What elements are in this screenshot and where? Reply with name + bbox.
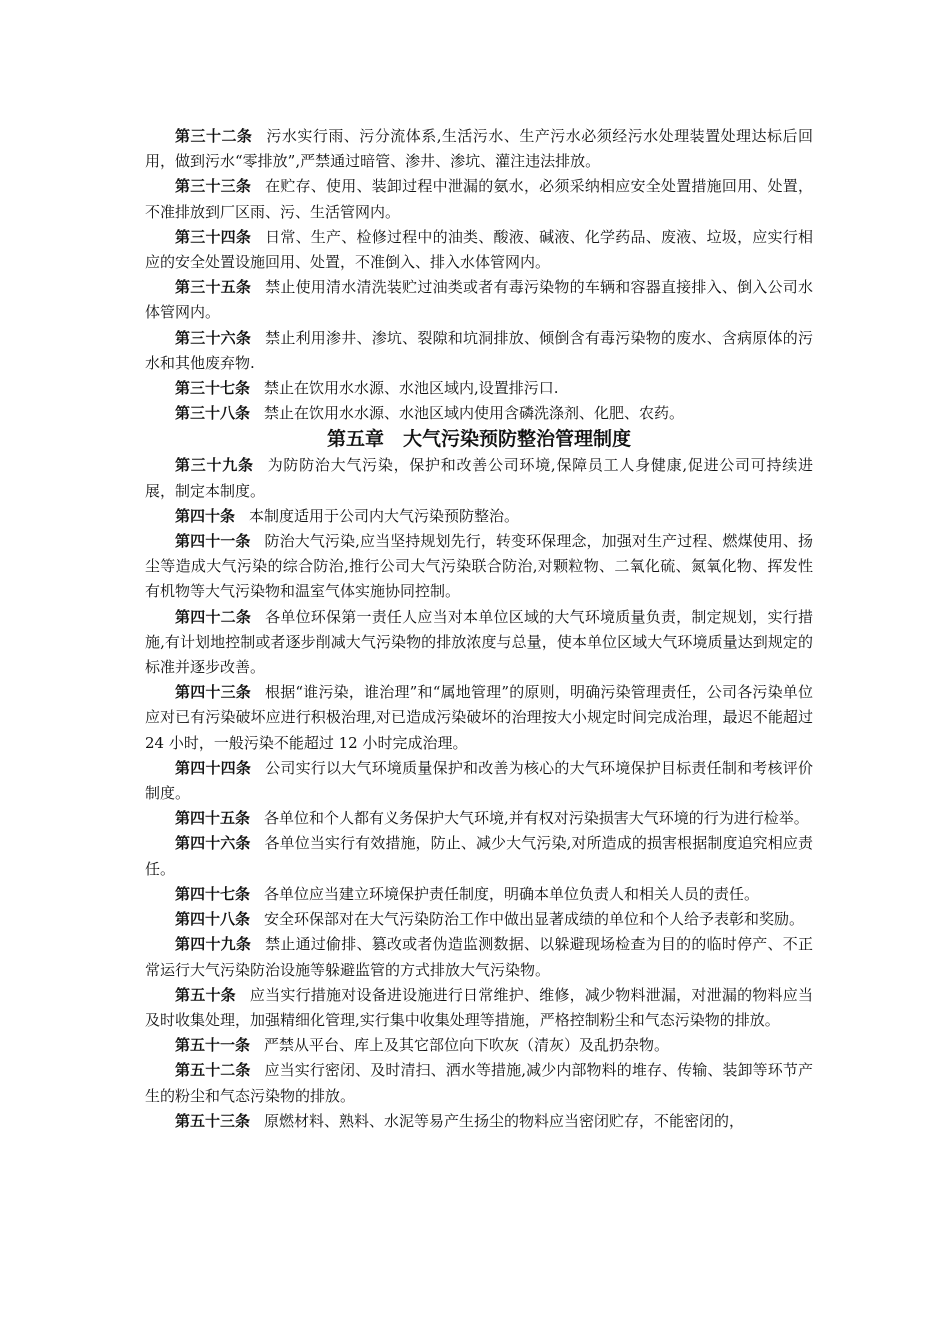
- article-text: 为防防治大气污染，保护和改善公司环境,保障员工人身健康,促进公司可持续进展，制定本制度。: [145, 456, 813, 500]
- article-number: 第四十一条: [175, 532, 251, 551]
- article-paragraph: [145, 882, 813, 907]
- article-text: 安全环保部对在大气污染防治工作中做出显著成绩的单位和个人给予表彰和奖励。: [264, 910, 805, 929]
- article-text: 各单位当实行有效措施，防止、减少大气污染,对所造成的损害根据制度追究相应责任。: [145, 834, 813, 878]
- article-text: 应当实行措施对设备进设施进行日常维护、维修，减少物料泄漏，对泄漏的物料应当及时收集处理，加强精细化管理,实行集中收集处理等措施，严格控制粉尘和气态污染物的排放。: [145, 985, 813, 1029]
- article-paragraph: [145, 453, 813, 503]
- article-number: 第三十二条: [175, 127, 253, 145]
- article-text: 公司实行以大气环境质量保护和改善为核心的大气环境保护目标责任制和考核评价制度。: [145, 758, 813, 803]
- article-paragraph: [145, 831, 813, 881]
- article-number: 第三十九条: [175, 456, 254, 475]
- article-paragraph: [145, 401, 813, 426]
- article-text: 应当实行密闭、及时清扫、洒水等措施,减少内部物料的堆存、传输、装卸等环节产生的粉尘和气态污染物的排放。: [145, 1061, 813, 1105]
- article-paragraph: [145, 275, 813, 325]
- article-number: 第四十六条: [175, 834, 251, 853]
- article-number: 第三十四条: [175, 227, 252, 246]
- article-number: 第三十八条: [175, 404, 251, 423]
- article-number: 第三十七条: [175, 379, 251, 398]
- article-paragraph: [145, 806, 813, 831]
- articles-section-water: [145, 124, 813, 426]
- article-paragraph: [145, 1058, 813, 1108]
- article-number: 第四十三条: [175, 683, 251, 702]
- article-number: 第三十五条: [175, 278, 252, 297]
- article-text: 原燃材料、熟料、水泥等易产生扬尘的物料应当密闭贮存，不能密闭的，: [264, 1111, 745, 1130]
- article-paragraph: [145, 932, 813, 982]
- chapter-title: 第五章 大气污染预防整治管理制度: [326, 428, 631, 451]
- article-paragraph: [145, 225, 813, 275]
- article-paragraph: [145, 1033, 813, 1058]
- article-paragraph: [145, 124, 813, 174]
- article-paragraph: [145, 504, 813, 529]
- article-text: 各单位应当建立环境保护责任制度，明确本单位负责人和相关人员的责任。: [264, 884, 760, 903]
- article-text: 禁止利用渗井、渗坑、裂隙和坑洞排放、倾倒含有毒污染物的废水、含病原体的污水和其他废弃物.: [145, 328, 813, 372]
- article-number: 第四十四条: [175, 758, 252, 777]
- article-number: 第三十三条: [175, 177, 252, 196]
- article-text: 各单位和个人都有义务保护大气环境,并有权对污染损害大气环境的行为进行检举。: [264, 809, 809, 828]
- article-paragraph: [145, 376, 813, 401]
- article-paragraph: [145, 174, 813, 224]
- article-text: 禁止使用清水清洗装贮过油类或者有毒污染物的车辆和容器直接排入、倒入公司水体管网内。: [145, 278, 813, 322]
- document-page: [145, 124, 813, 1134]
- article-text: 严禁从平台、库上及其它部位向下吹灰（清灰）及乱扔杂物。: [264, 1036, 670, 1055]
- article-paragraph: [145, 680, 813, 756]
- article-paragraph: [145, 756, 813, 806]
- article-paragraph: [145, 907, 813, 932]
- article-paragraph: [145, 605, 813, 681]
- article-text: 防治大气污染,应当坚持规划先行，转变环保理念，加强对生产过程、燃煤使用、扬尘等造成大气污染的综合防治,推行公司大气污染联合防治,对颗粒物、二氧化硫、氮氧化物、挥发性有机物等大气污染物和温室气体实施协同控制。: [145, 532, 813, 601]
- article-number: 第三十六条: [175, 328, 252, 347]
- article-text: 污水实行雨、污分流体系,生活污水、生产污水必须经污水处理装置处理达标后回用，做到污水“零排放”,严禁通过暗管、渗井、渗坑、灌注违法排放。: [145, 127, 813, 171]
- article-text: 各单位环保第一责任人应当对本单位区域的大气环境质量负责，制定规划，实行措施,有计划地控制或者逐步削减大气污染物的排放浓度与总量，使本单位区域大气环境质量达到规定的标准并逐步改善。: [145, 607, 813, 677]
- article-number: 第四十九条: [175, 935, 252, 954]
- article-text: 本制度适用于公司内大气污染预防整治。: [249, 506, 520, 525]
- article-text: 禁止通过偷排、篡改或者伪造监测数据、以躲避现场检查为目的的临时停产、不正常运行大气污染防治设施等躲避监管的方式排放大气污染物。: [145, 935, 813, 979]
- article-number: 第五十三条: [175, 1111, 251, 1130]
- article-number: 第四十五条: [175, 809, 251, 828]
- article-paragraph: [145, 529, 813, 605]
- article-number: 第四十八条: [175, 910, 251, 929]
- article-paragraph: [145, 326, 813, 376]
- article-number: 第四十条: [175, 506, 236, 525]
- article-number: 第五十条: [175, 985, 236, 1004]
- article-text: 日常、生产、检修过程中的油类、酸液、碱液、化学药品、废液、垃圾，应实行相应的安全处置设施回用、处置，不准倒入、排入水体管网内。: [145, 227, 813, 272]
- article-paragraph: [145, 983, 813, 1033]
- article-text: 禁止在饮用水水源、水池区域内,设置排污口.: [264, 379, 559, 398]
- article-text: 在贮存、使用、装卸过程中泄漏的氨水，必须采纳相应安全处置措施回用、处置，不准排放到厂区雨、污、生活管网内。: [145, 177, 813, 221]
- article-paragraph: [145, 1109, 813, 1134]
- article-text: 禁止在饮用水水源、水池区域内使用含磷洗涤剂、化肥、农药。: [264, 404, 685, 423]
- article-number: 第四十二条: [175, 607, 252, 626]
- article-text: 根据“谁污染，谁治理”和“属地管理”的原则，明确污染管理责任，公司各污染单位应对已有污染破坏应进行积极治理,对已造成污染破坏的治理按大小规定时间完成治理，最迟不能超过 24 小时，一般污染不能超过 12 小时完成治理。: [145, 683, 813, 752]
- article-number: 第四十七条: [175, 884, 251, 903]
- article-number: 第五十一条: [175, 1036, 251, 1055]
- articles-section-air: [145, 453, 813, 1133]
- article-number: 第五十二条: [175, 1061, 251, 1080]
